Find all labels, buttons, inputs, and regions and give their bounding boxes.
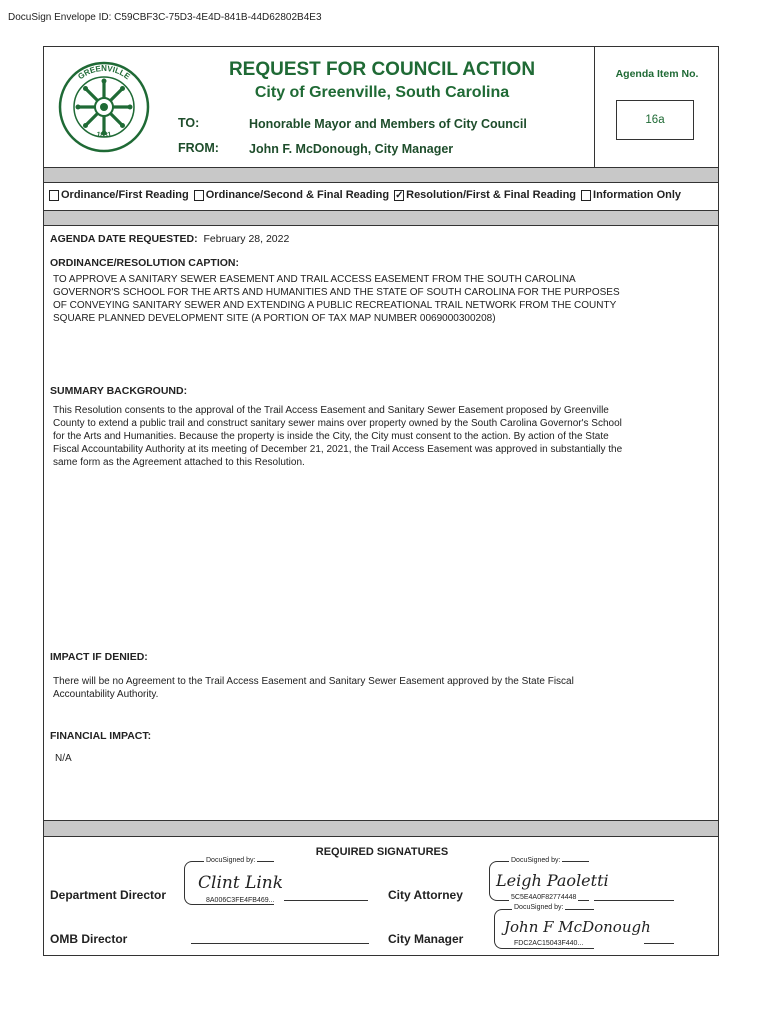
gray-band — [44, 168, 718, 182]
caption-line: SQUARE PLANNED DEVELOPMENT SITE (A PORTION OF TAX MAP NUMBER 0069000300208) — [53, 313, 496, 324]
to-label: TO: — [178, 116, 200, 130]
to-value: Honorable Mayor and Members of City Council — [249, 117, 527, 131]
council-action-form — [43, 46, 719, 956]
checkbox[interactable]: ✓ — [395, 189, 404, 201]
summary-label: SUMMARY BACKGROUND: — [50, 385, 188, 397]
omb-director-line[interactable] — [191, 943, 369, 944]
city-attorney-docusign-id: 5C5E4A0F82774448 — [511, 894, 577, 901]
department-director-docusign-id: 8A006C3FE4FB469... — [206, 897, 275, 904]
summary-line: same form as the Agreement attached to this Resolution. — [53, 457, 305, 468]
option-label: Ordinance/Second & Final Reading — [205, 189, 390, 201]
svg-text:GREENVILLE: GREENVILLE — [76, 64, 132, 82]
summary-line: County to extend a public trail and construct sanitary sewer mains over property owned by the South Carolina Governor's School — [53, 418, 622, 429]
summary-line: for the Arts and Humanities. Because the property is inside the City, the City must consent to the action. By action of the State — [53, 431, 609, 442]
caption-text — [53, 273, 713, 325]
department-director-signature: Clint Link — [198, 873, 284, 893]
summary-text — [53, 404, 717, 469]
caption-line: GOVERNOR'S SCHOOL FOR THE ARTS AND HUMANITIES AND THE STATE OF SOUTH CAROLINA FOR THE PURPOSES — [53, 287, 620, 298]
impact-text — [53, 675, 713, 701]
impact-line: There will be no Agreement to the Trail Access Easement and Sanitary Sewer Easement approved by the State Fiscal — [53, 676, 574, 687]
reading-type-options — [49, 189, 686, 201]
department-director-label: Department Director — [50, 888, 167, 902]
caption-line: TO APPROVE A SANITARY SEWER EASEMENT AND TRAIL ACCESS EASEMENT FROM THE SOUTH CAROLINA — [53, 274, 576, 285]
divider — [44, 182, 718, 183]
from-value: John F. McDonough, City Manager — [249, 142, 454, 156]
checkbox[interactable] — [194, 190, 204, 201]
agenda-item-value: 16a — [645, 114, 665, 126]
omb-director-label: OMB Director — [50, 932, 128, 946]
financial-value: N/A — [55, 753, 72, 764]
checkbox[interactable] — [581, 190, 591, 201]
checkbox[interactable] — [49, 190, 59, 201]
signatures-heading: REQUIRED SIGNATURES — [315, 846, 449, 858]
option-resolution-first-final[interactable] — [394, 189, 576, 201]
agenda-date-value: February 28, 2022 — [203, 233, 290, 245]
city-manager-signature: John F McDonough — [504, 918, 651, 936]
agenda-item-label: Agenda Item No. — [615, 68, 699, 80]
divider — [44, 836, 718, 837]
docusigned-by-label: DocuSigned by: — [514, 904, 564, 911]
city-subtitle: City of Greenville, South Carolina — [254, 84, 510, 101]
city-seal-icon — [58, 61, 150, 153]
from-label: FROM: — [178, 141, 219, 155]
city-seal — [58, 61, 150, 153]
caption-label: ORDINANCE/RESOLUTION CAPTION: — [50, 257, 239, 269]
agenda-date-label: AGENDA DATE REQUESTED: — [50, 233, 198, 245]
city-attorney-signature: Leigh Paoletti — [496, 871, 609, 890]
header-divider — [594, 47, 595, 167]
department-director-line[interactable] — [284, 900, 368, 901]
caption-line: OF CONVEYING SANITARY SEWER AND EXTENDING A PUBLIC RECREATIONAL TRAIL NETWORK FROM THE COUNTY — [53, 300, 617, 311]
option-information-only[interactable] — [581, 189, 681, 201]
city-attorney-label: City Attorney — [388, 888, 463, 902]
envelope-id: DocuSign Envelope ID: C59CBF3C-75D3-4E4D-841B-44D62802B4E3 — [8, 12, 322, 23]
city-manager-line[interactable] — [644, 943, 674, 944]
agenda-item-number — [616, 100, 694, 140]
summary-line: This Resolution consents to the approval of the Trail Access Easement and Sanitary Sewer Easement proposed by Greenville — [53, 405, 609, 416]
city-manager-label: City Manager — [388, 932, 464, 946]
summary-line: Fiscal Accountability Authority at its meeting of December 21, 2021, the Trail Access Easement was approved in substantially the — [53, 444, 623, 455]
option-label: Information Only — [593, 189, 682, 201]
option-ordinance-second-final[interactable] — [194, 189, 389, 201]
option-ordinance-first[interactable] — [49, 189, 189, 201]
divider — [44, 225, 718, 226]
option-label: Ordinance/First Reading — [61, 189, 189, 201]
docusigned-by-label: DocuSigned by: — [206, 857, 256, 864]
impact-line: Accountability Authority. — [53, 689, 159, 700]
docusigned-by-label: DocuSigned by: — [511, 857, 561, 864]
agenda-date — [50, 233, 289, 245]
gray-band — [44, 821, 718, 836]
city-attorney-line[interactable] — [594, 900, 674, 901]
financial-label: FINANCIAL IMPACT: — [50, 730, 152, 742]
form-title: REQUEST FOR COUNCIL ACTION — [228, 59, 536, 80]
impact-label: IMPACT IF DENIED: — [50, 651, 148, 663]
option-label: Resolution/First & Final Reading — [406, 189, 577, 201]
city-manager-docusign-id: FDC2AC15043F440... — [514, 940, 584, 947]
gray-band — [44, 211, 718, 225]
svg-text:1831: 1831 — [95, 131, 113, 140]
